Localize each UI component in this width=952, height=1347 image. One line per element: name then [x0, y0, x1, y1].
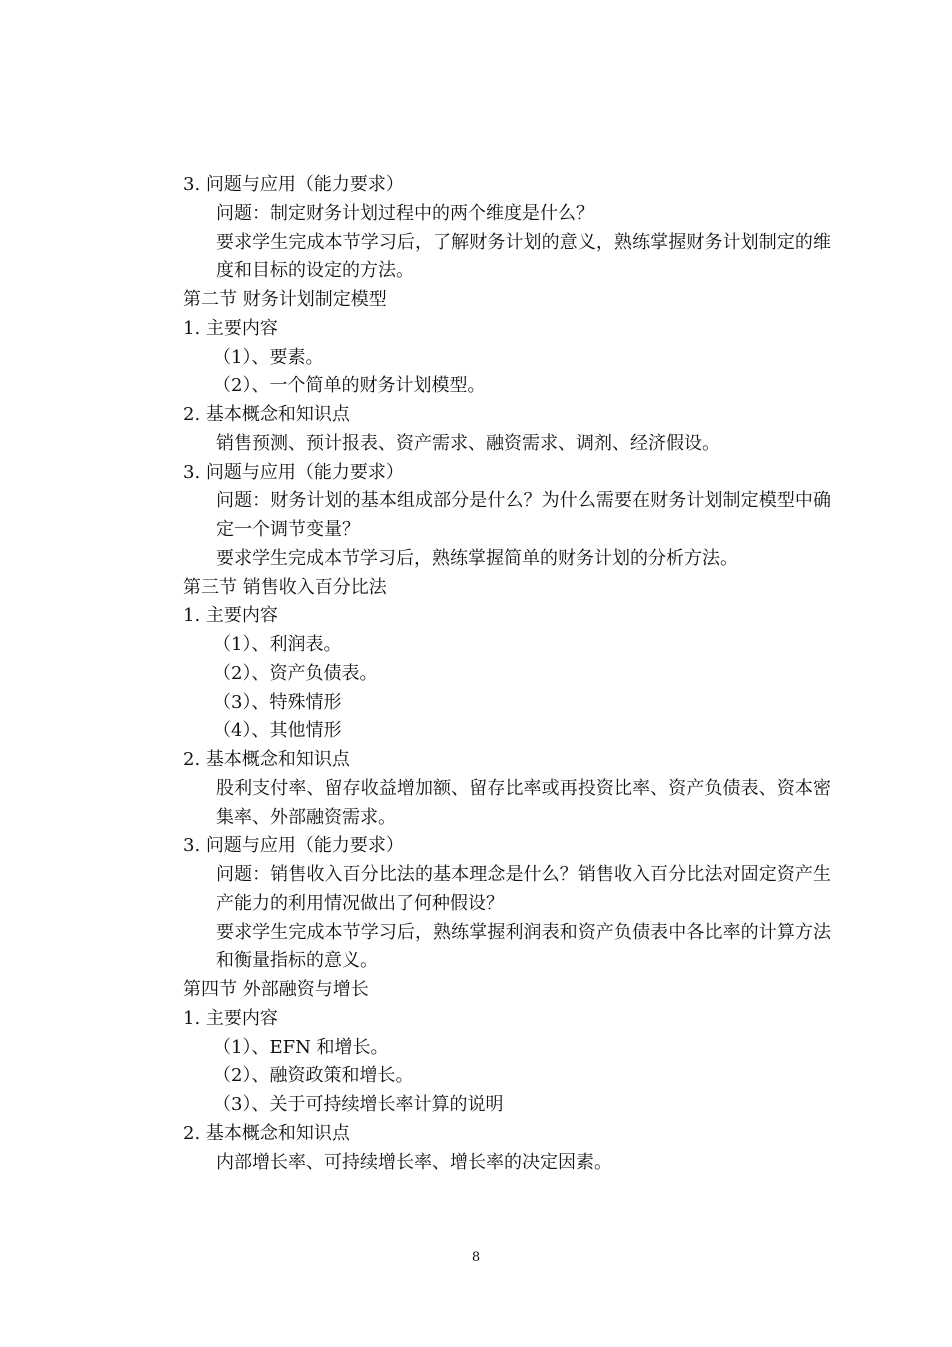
paragraph: 销售预测、预计报表、资产需求、融资需求、调剂、经济假设。	[216, 432, 720, 454]
sub-list-item: （3）、特殊情形	[213, 691, 342, 713]
sub-list-item: （4）、其他情形	[213, 720, 342, 742]
paragraph: 问题：制定财务计划过程中的两个维度是什么？	[216, 202, 594, 224]
paragraph: 要求学生完成本节学习后，熟练掌握简单的财务计划的分析方法。	[216, 547, 738, 569]
sub-list-item: （1）、要素。	[213, 346, 324, 368]
page-content	[183, 171, 843, 1177]
list-item: 3. 问题与应用（能力要求）	[183, 461, 404, 483]
list-item: 1. 主要内容	[183, 317, 278, 339]
sub-list-item: （1）、EFN 和增长。	[213, 1036, 389, 1058]
sub-list-item: （3）、关于可持续增长率计算的说明	[213, 1094, 504, 1115]
list-item: 3. 问题与应用（能力要求）	[183, 174, 404, 195]
list-item: 2. 基本概念和知识点	[183, 1122, 350, 1144]
page-number: 8	[471, 1250, 481, 1265]
list-item: 1. 主要内容	[183, 605, 278, 627]
sub-list-item: （2）、一个简单的财务计划模型。	[213, 375, 486, 397]
section-heading: 第四节 外部融资与增长	[183, 979, 369, 1000]
list-item: 2. 基本概念和知识点	[183, 404, 350, 425]
paragraph: 内部增长率、可持续增长率、增长率的决定因素。	[216, 1151, 612, 1173]
paragraph: 要求学生完成本节学习后，了解财务计划的意义，熟练掌握财务计划制定的维度和目标的设定的方法。	[216, 231, 831, 282]
sub-list-item: （1）、利润表。	[213, 634, 342, 655]
paragraph: 问题：财务计划的基本组成部分是什么？为什么需要在财务计划制定模型中确定一个调节变量？	[216, 490, 831, 540]
paragraph: 问题：销售收入百分比法的基本理念是什么？销售收入百分比法对固定资产生产能力的利用情况做出了何种假设？	[216, 864, 831, 914]
sub-list-item: （2）、融资政策和增长。	[213, 1065, 414, 1087]
paragraph: 股利支付率、留存收益增加额、留存比率或再投资比率、资产负债表、资本密集率、外部融资需求。	[216, 777, 831, 828]
paragraph: 要求学生完成本节学习后，熟练掌握利润表和资产负债表中各比率的计算方法和衡量指标的意义。	[216, 921, 831, 972]
list-item: 3. 问题与应用（能力要求）	[183, 835, 404, 857]
sub-list-item: （2）、资产负债表。	[213, 662, 378, 684]
section-heading: 第二节 财务计划制定模型	[183, 289, 387, 310]
list-item: 2. 基本概念和知识点	[183, 749, 350, 770]
list-item: 1. 主要内容	[183, 1007, 278, 1029]
section-heading: 第三节 销售收入百分比法	[183, 576, 387, 598]
